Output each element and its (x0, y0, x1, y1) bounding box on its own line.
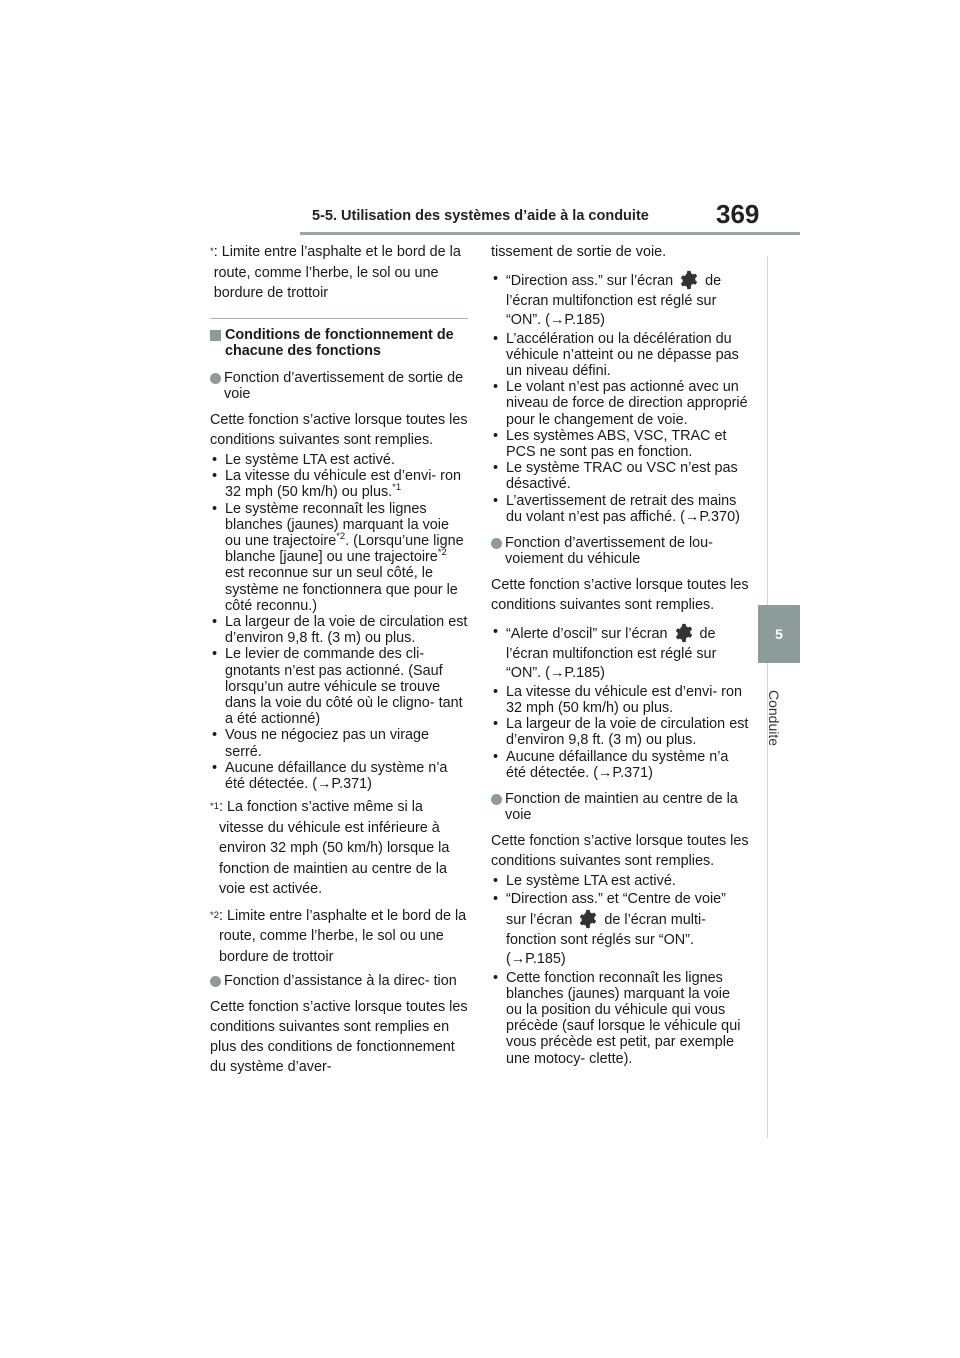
intro-paragraph: Cette fonction s’active lorsque toutes les conditions suivantes sont remplies en plus des conditions de fonctionnement du système d’aver- (210, 999, 468, 1076)
continued-paragraph: tissement de sortie de voie. (491, 244, 667, 260)
circle-bullet-icon (210, 373, 221, 384)
subheading-sway-warning (491, 535, 749, 567)
conditions-list (210, 452, 468, 792)
subheading-lane-centering (491, 791, 749, 823)
list-item: • La vitesse du véhicule est d’envi- ron 32 mph (50 km/h) ou plus. (491, 684, 749, 716)
subheading-text: Fonction de maintien au centre de la voie (505, 791, 738, 824)
intro-paragraph: Cette fonction s’active lorsque toutes les conditions suivantes sont remplies. (491, 577, 749, 614)
right-column (491, 242, 749, 1072)
conditions-list (491, 270, 749, 525)
section-divider (210, 318, 468, 319)
footnote-text: : La fonction s’active même si la vitesse du véhicule est inférieure à environ 32 mph (50 km/h) lorsque la fonction de maintien au centre de la voie est activée. (218, 799, 450, 898)
subheading-text: Fonction d’avertissement de sortie de voie (224, 369, 464, 402)
chapter-tab[interactable]: 5 (758, 605, 800, 663)
chapter-label: Conduite (766, 690, 782, 747)
footnote-2 (210, 906, 468, 968)
footnote-asterisk (210, 242, 468, 304)
footnote-text: : Limite entre l’asphalte et le bord de la route, comme l’herbe, le sol ou une bordure de trottoir (218, 907, 467, 965)
gear-icon (674, 623, 694, 643)
list-item: • La vitesse du véhicule est d’envi- ron 32 mph (50 km/h) ou plus.$^{*1}$ (210, 468, 468, 500)
footnote-1 (210, 797, 468, 900)
footnote-ref: *2 (336, 531, 346, 543)
left-column (210, 242, 468, 1079)
gear-icon (679, 270, 699, 290)
footnote-mark: * (210, 246, 214, 257)
list-item: • Aucune défaillance du système n’a été détectée. (→P.371) (210, 760, 468, 792)
list-item: • Le volant n’est pas actionné avec un niveau de force de direction approprié pour le changement de voie. (491, 379, 749, 428)
section-heading-text: Conditions de fonctionnement de chacune des fonctions (225, 326, 454, 359)
circle-bullet-icon (491, 538, 502, 549)
list-item: • L’avertissement de retrait des mains du volant n’est pas affiché. (→P.370) (491, 493, 749, 525)
list-item: • Vous ne négociez pas un virage serré. (210, 727, 468, 759)
list-item: • “Direction ass.” et “Centre de voie” sur l’écran de l’écran multi- fonction sont réglés sur “ON”. (→P.185) (491, 890, 749, 970)
list-item: • Le système reconnaît les lignes blanches (jaunes) marquant la voie ou une trajectoire$^{*2}$. (Lorsqu’une ligne blanche [jaune] ou une trajectoire$^{*2}$ est reconnue sur un seul côté, le système ne fonctionnera que pour le côté reconnu.) (210, 501, 468, 614)
subheading-lane-departure (210, 370, 468, 402)
footnote-mark: *1 (210, 801, 219, 813)
footnote-ref: *2 (437, 547, 447, 559)
subheading-steering-assist (210, 973, 468, 989)
circle-bullet-icon (210, 976, 221, 987)
list-item: • Le système LTA est activé. (210, 452, 468, 468)
conditions-list (491, 873, 749, 1066)
square-bullet-icon (210, 330, 221, 341)
intro-paragraph: Cette fonction s’active lorsque toutes les conditions suivantes sont remplies. (210, 411, 468, 448)
list-item: • “Alerte d’oscil” sur l’écran de l’écran multifonction est réglé sur “ON”. (→P.185) (491, 623, 749, 684)
list-item: • Le système TRAC ou VSC n’est pas désactivé. (491, 460, 749, 492)
gear-icon (578, 909, 598, 929)
footnote-text: : Limite entre l’asphalte et le bord de la route, comme l’herbe, le sol ou une bordure de trottoir (213, 244, 461, 301)
page-number: 369 (716, 199, 760, 229)
section-heading (210, 327, 468, 360)
list-item: • Aucune défaillance du système n’a été détectée. (→P.371) (491, 749, 749, 781)
intro-paragraph: Cette fonction s’active lorsque toutes les conditions suivantes sont remplies. (491, 833, 749, 870)
circle-bullet-icon (491, 794, 502, 805)
list-item: • “Direction ass.” sur l’écran de l’écran multifonction est réglé sur “ON”. (→P.185) (491, 270, 749, 331)
footnote-ref: *1 (392, 482, 402, 494)
list-item: • Cette fonction reconnaît les lignes blanches (jaunes) marquant la voie ou la position du véhicule qui vous précède (sauf lorsque le véhicule qui vous précède est petit, par exemple une motocy- clette). (491, 970, 749, 1067)
subheading-text: Fonction d’avertissement de lou- voiement du véhicule (505, 534, 713, 568)
list-item: • Les systèmes ABS, VSC, TRAC et PCS ne sont pas en fonction. (491, 428, 749, 460)
header-divider (300, 232, 800, 235)
list-item: • La largeur de la voie de circulation est d’environ 9,8 ft. (3 m) ou plus. (491, 716, 749, 748)
subheading-text: Fonction d’assistance à la direc- tion (224, 973, 457, 990)
list-item: • L’accélération ou la décélération du véhicule n’atteint ou ne dépasse pas un niveau défini. (491, 331, 749, 380)
list-item: • Le levier de commande des cli- gnotants n’est pas actionné. (Sauf lorsqu’un autre véhicule se trouve dans la voie du côté où le cligno- tant a été actionné) (210, 646, 468, 727)
list-item: • La largeur de la voie de circulation est d’environ 9,8 ft. (3 m) ou plus. (210, 614, 468, 646)
list-item: • Le système LTA est activé. (491, 873, 749, 889)
page-header-title: 5-5. Utilisation des systèmes d’aide à la conduite (312, 208, 649, 224)
conditions-list (491, 623, 749, 781)
footnote-mark: *2 (210, 909, 219, 921)
